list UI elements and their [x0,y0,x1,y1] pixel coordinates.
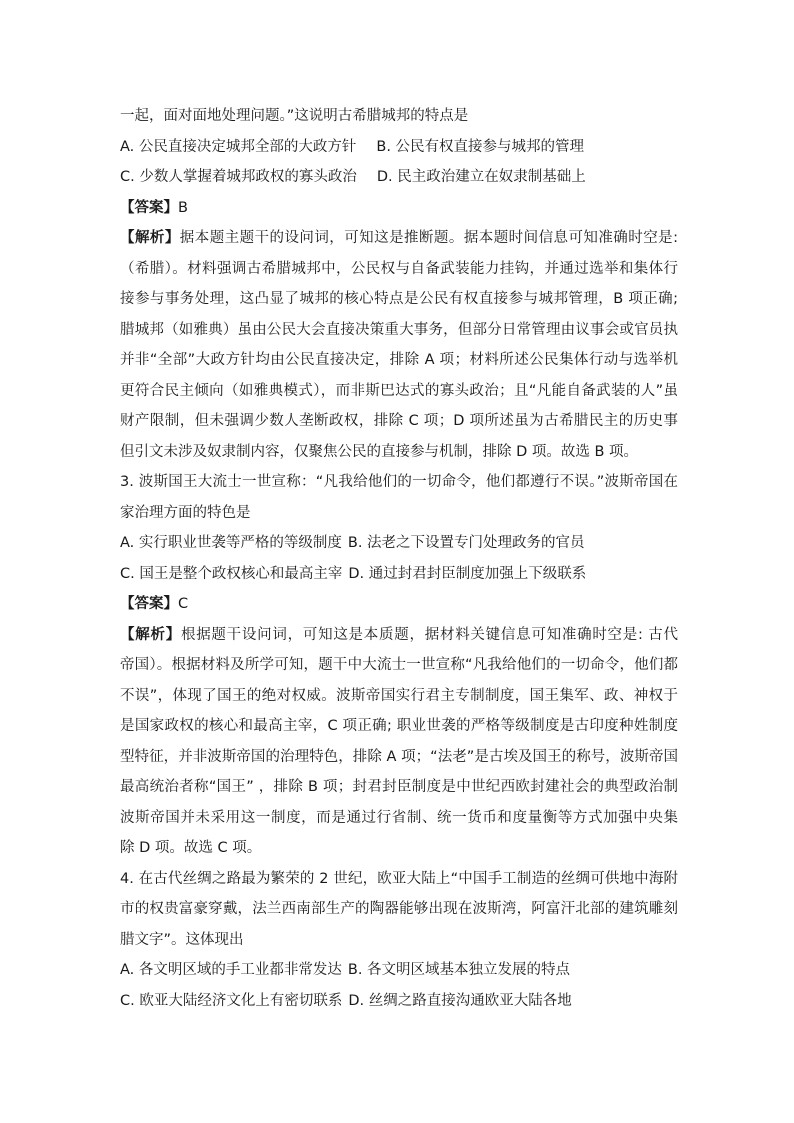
q3-option-c: C. 国王是整个政权核心和最高主宰 [120,565,343,582]
q2-option-d: D. 民主政治建立在奴隶制基础上 [376,169,586,185]
q3-analysis-line-5: 型特征，并非波斯帝国的治理特色，排除 A 项；“法老”是古埃及国王的称号，波斯帝国 [120,748,678,765]
q3-option-a: A. 实行职业世袭等严格的等级制度 [120,535,342,551]
q3-stem-line-2: 家治理方面的特色是 [120,504,251,521]
q2-options-row-2 [120,162,678,193]
q3-answer-tag: 【答案】 [120,596,178,612]
q3-analysis-line-7: 波斯帝国并未采用这一制度，而是通过行省制、统一货币和度量衡等方式加强中央集 [120,809,678,826]
q4-stem-line-2: 市的权贵富豪穿戴，法兰西南部生产的陶器能够出现在波斯湾，阿富汗北部的建筑雕刻 [120,901,678,917]
q4-option-a: A. 各文明区域的手工业都非常发达 [120,962,342,978]
q3-analysis-line-3: 不误”，体现了国王的绝对权威。波斯帝国实行君主专制制度，国王集军、政、神权于 [120,687,678,704]
q2-answer-value: B [178,199,188,216]
q2-option-c: C. 少数人掌握着城邦政权的寡头政治 [120,169,357,185]
q3-analysis-line-8: 除 D 项。故选 C 项。 [120,840,262,856]
page-content [120,101,678,1016]
q4-options-row-2 [120,986,678,1017]
q4-option-b: B. 各文明区域基本独立发展的特点 [347,962,571,978]
q4-stem-line-3: 腊文字”。这体现出 [120,931,244,948]
q3-options-row-2 [120,559,678,590]
q4-options-row-1 [120,955,678,986]
q2-answer [120,193,678,224]
q3-analysis-line-2: 帝国）。根据材料及所学可知，题干中大流士一世宣称“凡我给他们的一切命令，他们都 [120,657,678,673]
q3-analysis-line-6: 最高统治者称“国王” ，排除 B 项；封君封臣制度是中世纪西欧封建社会的典型政治制 [120,779,678,795]
q4-stem-line-1: 4. 在古代丝绸之路最为繁荣的 2 世纪，欧亚大陆上“中国手工制造的丝绸可供地中海附 [120,870,678,887]
q3-option-d: D. 通过封君封臣制度加强上下级联系 [348,565,587,582]
q2-analysis-line-2: （希腊）。材料强调古希腊城邦中，公民权与自备武装能力挂钩，并通过选举和集体行 [120,260,678,277]
q4-option-c: C. 欧亚大陆经济文化上有密切联系 [120,992,343,1009]
q2-options-row-1 [120,132,678,163]
q3-answer [120,589,678,620]
q3-analysis-text-1: 根据题干设问词，可知这是本质题，据材料关键信息可知准确时空是: 古代 [180,626,678,643]
q3-stem-line-1: 3. 波斯国王大流士一世宣称：“凡我给他们的一切命令，他们都遵行不误。”波斯帝国在 [120,474,678,490]
q3-analysis-tag: 【解析】 [120,626,181,643]
q3-answer-value: C [178,596,189,612]
q2-answer-tag: 【答案】 [120,199,178,216]
q2-analysis-line-5: 并非“全部”大政方针均由公民直接决定，排除 A 项；材料所述公民集体行动与选举机 [120,352,678,368]
q2-analysis-line-6: 更符合民主倾向（如雅典模式），而非斯巴达式的寡头政治；且“凡能自备武装的人”虽 [120,382,678,399]
q3-analysis-line-4: 是国家政权的核心和最高主宰，C 项正确; 职业世袭的严格等级制度是古印度种姓制度 [120,718,678,734]
q2-stem-tail: 一起，面对面地处理问题。”这说明古希腊城邦的特点是 [120,108,469,124]
q4-option-d: D. 丝绸之路直接沟通欧亚大陆各地 [348,992,572,1009]
q2-option-b: B. 公民有权直接参与城邦的管理 [376,138,585,155]
q3-analysis-line-1 [120,620,678,651]
q2-analysis-line-3: 接参与事务处理，这凸显了城邦的核心特点是公民有权直接参与城邦管理，B 项正确; [120,291,678,307]
q2-analysis-tag: 【解析】 [120,230,180,246]
q2-option-a: A. 公民直接决定城邦全部的大政方针 [120,138,357,155]
q2-analysis-line-8: 但引文未涉及奴隶制内容，仅聚焦公民的直接参与机制，排除 D 项。故选 B 项。 [120,443,639,460]
q2-analysis-line-4: 腊城邦（如雅典）虽由公民大会直接决策重大事务，但部分日常管理由议事会或官员执 [120,321,678,338]
q2-analysis-text-1: 据本题主题干的设问词，可知这是推断题。据本题时间信息可知准确时空是: [179,230,678,246]
q2-analysis-line-7: 财产限制，但未强调少数人垄断政权，排除 C 项；D 项所述虽为古希腊民主的历史事 [120,413,678,429]
q2-analysis-line-1 [120,223,678,254]
q3-options-row-1 [120,528,678,559]
q3-option-b: B. 法老之下设置专门处理政务的官员 [347,535,585,551]
